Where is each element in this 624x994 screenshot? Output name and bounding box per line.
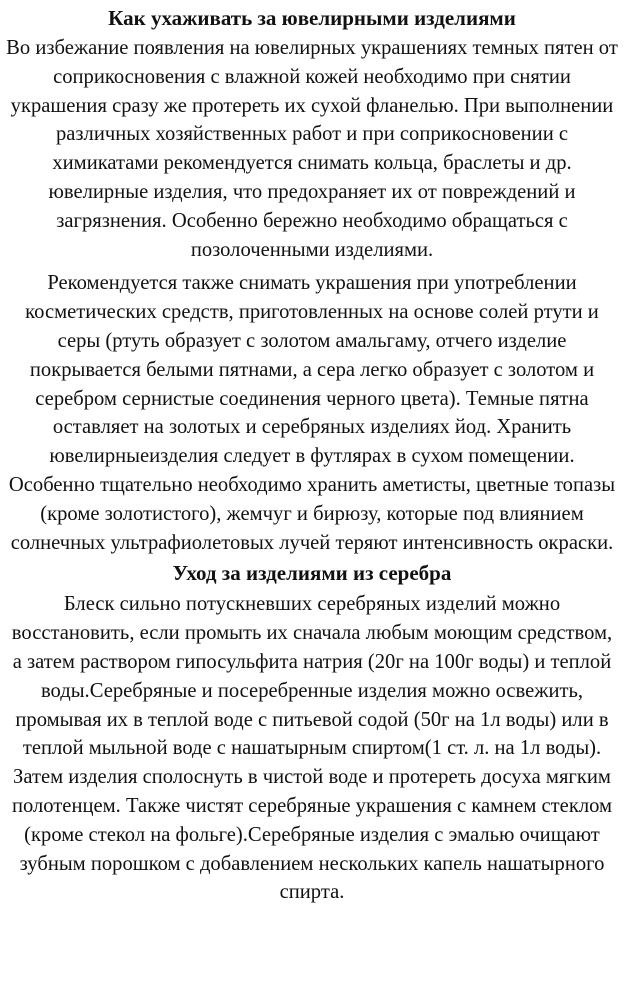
section-title-silver: Уход за изделиями из серебра xyxy=(172,561,452,586)
paragraph-cosmetics-storage: Рекомендуется также снимать украшения при употреблении косметических средств, приготовленных на основе солей ртути и серы (ртуть образует с золотом амальгаму, отчего изделие покрывается белыми пятнами, а сера легко образует с золотом и серебром сернистые соединения черного цвета). Темные пятна оставляет на золотых и серебряных изделиях йод. Хранить ювелирныеизделия следует в футлярах в сухом помещении. Особенно тщательно необходимо хранить аметисты, цветные топазы (кроме золотистого), жемчуг и бирюзу, которые под влиянием солнечных ультрафиолетовых лучей теряют интенсивность окраски. xyxy=(8,272,616,554)
paragraph-silver-care: Блеск сильно потускневших серебряных изделий можно восстановить, если промыть их сначала любым моющим средством, а затем раствором гипосульфита натрия (20г на 100г воды) и теплой воды.Серебряные и посеребренные изделия можно освежить, промывая их в теплой воде с питьевой содой (50г на 1л воды) или в теплой мыльной воде с нашатырным спиртом(1 ст. л. на 1л воды). Затем изделия сполоснуть в чистой воде и протереть досуха мягким полотенцем. Также чистят серебряные украшения с камнем стеклом (кроме стекол на фольге).Серебряные изделия с эмалью очищают зубным порошком с добавлением нескольких капель нашатырного спирта. xyxy=(11,593,613,904)
document-title: Как ухаживать за ювелирными изделиями xyxy=(108,6,516,30)
paragraph-jewelry-care: Во избежание появления на ювелирных украшениях темных пятен от соприкосновения с влажной кожей необходимо при снятии украшения сразу же протереть их сухой фланелью. При выполнении различных хозяйственных работ и при соприкосновении с химикатами рекомендуется снимать кольца, браслеты и др. ювелирные изделия, что предохраняет их от повреждений и загрязнения. Особенно бережно необходимо обращаться с позолоченными изделиями. xyxy=(6,37,618,261)
